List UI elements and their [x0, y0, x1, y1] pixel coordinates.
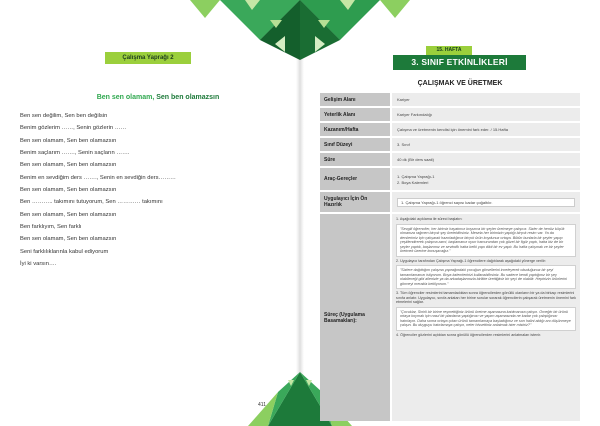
- row-value: [392, 168, 580, 190]
- row-label: Yeterlik Alanı: [320, 108, 390, 121]
- row-label: Uygulayıcı İçin Ön Hazırlık: [320, 192, 390, 212]
- info-row-materials: [320, 168, 580, 190]
- process-step: 3. Tüm öğrenciler resimlerini tamamladıktan sonra öğrencilerden gönüllü olanların bir ya da birkaçı resimlerini sınıfa anlatır. Uygulayıcı, sınıfa anlatan her birine sorular sorarak öğrencilerin çalışarak üretmenin önemini fark etmelerini sağlar.: [396, 291, 576, 304]
- poem-line: Benim saçlarım ……., Senin saçların …….: [20, 150, 130, 157]
- row-label: Araç-Gereçler: [320, 168, 390, 190]
- poem-line: Ben ……….. takımını tutuyorum, Sen ………… takımını: [20, 199, 163, 206]
- process-label: Süreç (Uygulama Basamakları):: [320, 214, 390, 421]
- book-gutter: [296, 0, 304, 426]
- activity-info-table: [320, 93, 580, 423]
- decorative-triangle-pattern: [150, 0, 450, 60]
- page-number-left: 411: [258, 402, 266, 408]
- poem-line: Ben farklıyım, Sen farklı: [20, 224, 82, 231]
- row-label: Kazanım/Hafta: [320, 123, 390, 136]
- process-step: 1. Aşağıdaki açıklama ile süreci başlatın:: [396, 217, 463, 221]
- decorative-bottom-left-pattern: [238, 372, 300, 426]
- process-step: 4. Öğrenciler gözlerini açtıktan sonra gönüllü öğrencilerden resimlerini anlatmaları istenir.: [396, 332, 542, 337]
- info-row-preparation: [320, 192, 580, 212]
- poem-line: Ben sen olamam, Sen ben olamazsın: [20, 236, 117, 243]
- material-item: 1. Çalışma Yaprağı-1: [397, 173, 435, 179]
- poem-title: [68, 94, 248, 101]
- process-steps: [392, 214, 580, 421]
- poem-title-part: Ben sen olamam,: [96, 94, 157, 101]
- poem-line: Ben sen olamam, Sen ben olamazsın: [20, 137, 117, 144]
- info-row-development-area: [320, 93, 580, 106]
- info-row-competence-area: [320, 108, 580, 121]
- poem-line: İyi ki varsın….: [20, 261, 57, 268]
- info-row-outcome-week: [320, 123, 580, 136]
- process-quote: "Sizlere dağıttığım çalışma yaprağındaki çocuğun görsellerini inceleyerek okuduğunuz bir şeyi tamamlamanızı istiyorum. Boya kalemlerinizi kullanabilirsiniz. Bu sadece kendi yaptığınız bir şey olabileceği gibi ailenizle ya da arkadaşlarınızla birlikte ürettiğiniz bir şeyi de olabilir. Hepinizin ürünlerini görmeyi merakla bekliyorum.": [396, 265, 576, 289]
- row-value: Kariyer: [392, 93, 580, 106]
- poem-line: Ben sen olamam, Sen ben olamazsın: [20, 187, 117, 194]
- worksheet-tag: Çalışma Yaprağı 2: [105, 52, 191, 64]
- page-title: 3. SINIF ETKİNLİKLERİ: [393, 55, 526, 70]
- process-step: 2. Uygulayıcı tarafından Çalışma Yaprağı-1 öğrencilere dağıtılarak aşağıdaki yönerge verilir:: [396, 258, 546, 263]
- activity-title: ÇALIŞMAK VE ÜRETMEK: [417, 80, 503, 87]
- poem-lines: [20, 110, 290, 270]
- row-label: Gelişim Alanı: [320, 93, 390, 106]
- material-item: 2. Boya Kalemleri: [397, 179, 429, 185]
- preparation-item: 1. Çalışma Yaprağı-1 öğrenci sayısı kadar çoğaltılır.: [397, 198, 575, 207]
- poem-title-part: Sen ben olamazsın: [156, 94, 220, 101]
- row-value: Kariyer Farkındalığı: [392, 108, 580, 121]
- row-value: 40 dk (Bir ders saati): [392, 153, 580, 166]
- row-label: Süre: [320, 153, 390, 166]
- poem-line: Ben sen olamam, Sen ben olamazsın: [20, 162, 117, 169]
- poem-line: Ben sen olamam, Sen ben olamazsın: [20, 211, 117, 218]
- poem-line: Ben sen değilim, Sen ben değilsin: [20, 113, 108, 119]
- week-badge: 15. HAFTA: [426, 46, 472, 55]
- process-quote: "Sevgili öğrenciler, her birimiz hayatımız boyunca bir şeyler üretmeye çalışırız. Sizler de henüz küçük olmanıza rağmen birçok şey üretebilirsiniz. Mesela her birimizin yaptığı birçok resim var. Ya da derslerimiz için çalışarak hazırladığınız birçok ürün koydunuz ortaya. Bütün bunlarla bir şeyler yapıp çeşitlendirerek çalışma azmi, başlamanız oyun hamurundan çok güzel bir figür yaptı, hatta biz de bir şeyler yaptık, başlarımız ve sevindik hatta belki yapı dikti bir ev yaptı. Bu hafta çalışmak ve bir şeyler üretmek üzerine konuşacağız.": [396, 224, 576, 257]
- row-value: Çalışma ve üretmenin kendisi için önemini fark eder. / 15.Hafta: [392, 123, 580, 136]
- info-row-grade-level: [320, 138, 580, 151]
- row-label: Sınıf Düzeyi: [320, 138, 390, 151]
- row-value: 3. Sınıf: [392, 138, 580, 151]
- poem-line: Benim gözlerim ……, Senin gözlerin ……: [20, 125, 127, 132]
- poem-line: Seni farklılıklarınla kabul ediyorum: [20, 248, 109, 255]
- row-value: [392, 192, 580, 212]
- info-row-duration: [320, 153, 580, 166]
- process-quote: "Çocuklar, Sinirli bir birine reşmettiğiniz ürünü üretme aşamasına katılmanıza çalışın. Örneğin bir ürünü ortaya koymak için nasıl bir planlama yaptığınızı ve yapım aşamasında ne kadar çok çalıştığınızı hatırlayın. Daha sonra ortaya çıkan ürünü tamamlamaya başladığınız ve son halini aldığı anı düşünmeye çalışın. Bu duyguyu hatırlamaya çalışın, neler hissettiniz anlatmak ister misiniz?": [396, 307, 576, 331]
- info-row-process: [320, 214, 580, 421]
- poem-line: Benim en sevdiğim ders ……., Senin en sevdiğin ders………: [20, 174, 176, 181]
